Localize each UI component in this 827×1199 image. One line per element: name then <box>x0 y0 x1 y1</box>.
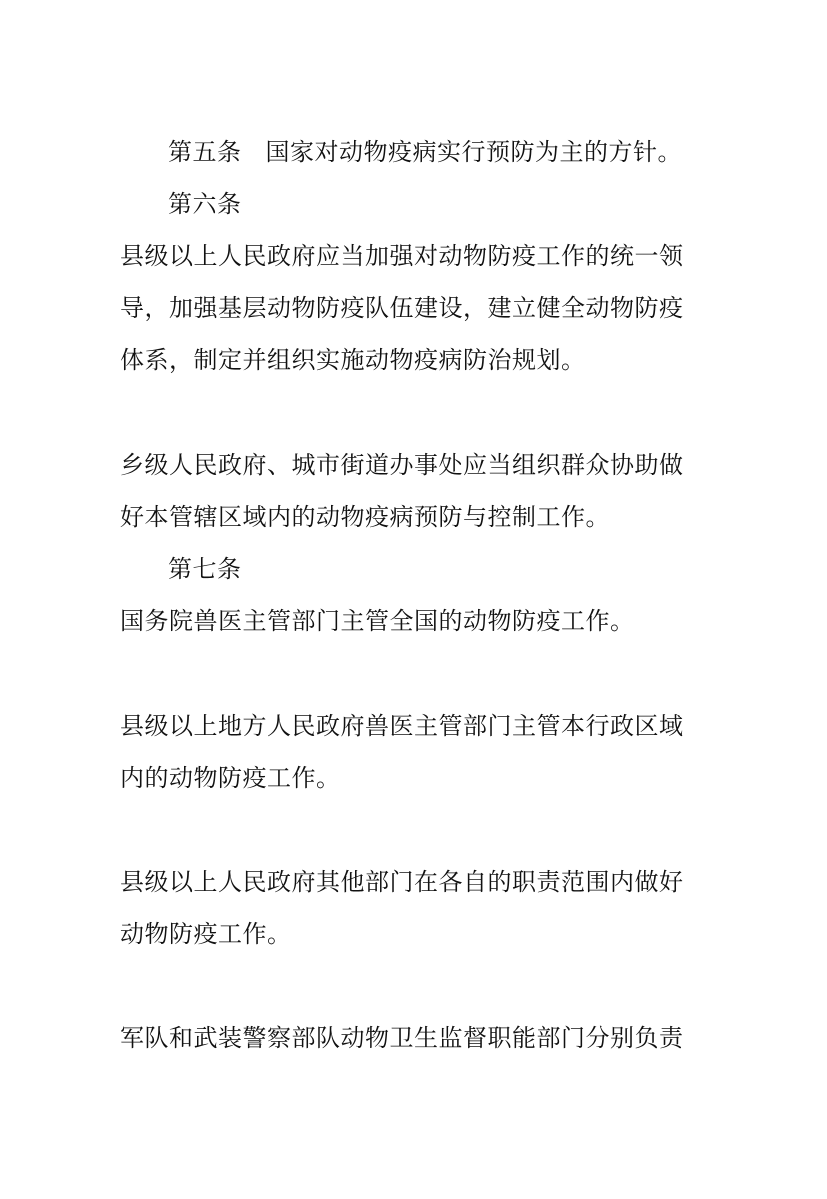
article-7-para3-line2: 动物防疫工作。 <box>120 920 292 948</box>
article-6-para1-line1: 县级以上人民政府应当加强对动物防疫工作的统一领 <box>120 242 684 270</box>
article-6-number: 第六条 <box>168 190 242 218</box>
article-6-para2-line2: 好本管辖区域内的动物疫病预防与控制工作。 <box>120 503 610 531</box>
article-5-text: 国家对动物疫病实行预防为主的方针。 <box>265 138 682 166</box>
article-7-para1-line1: 国务院兽医主管部门主管全国的动物防疫工作。 <box>120 607 635 635</box>
article-7-para4-line1: 军队和武装警察部队动物卫生监督职能部门分别负责 <box>120 1024 684 1052</box>
article-7-para3-line1: 县级以上人民政府其他部门在各自的职责范围内做好 <box>120 868 684 896</box>
article-6-para2-line1: 乡级人民政府、城市街道办事处应当组织群众协助做 <box>120 451 684 479</box>
article-5-number: 第五条 <box>168 138 242 166</box>
article-7-para2-line1: 县级以上地方人民政府兽医主管部门主管本行政区域 <box>120 712 684 740</box>
article-7-para2-line2: 内的动物防疫工作。 <box>120 764 341 792</box>
article-6-para1-line3: 体系，制定并组织实施动物疫病防治规划。 <box>120 346 586 374</box>
article-7-number: 第七条 <box>168 555 242 583</box>
article-6-para1-line2: 导，加强基层动物防疫队伍建设，建立健全动物防疫 <box>120 294 684 322</box>
article-5-line <box>168 137 768 167</box>
